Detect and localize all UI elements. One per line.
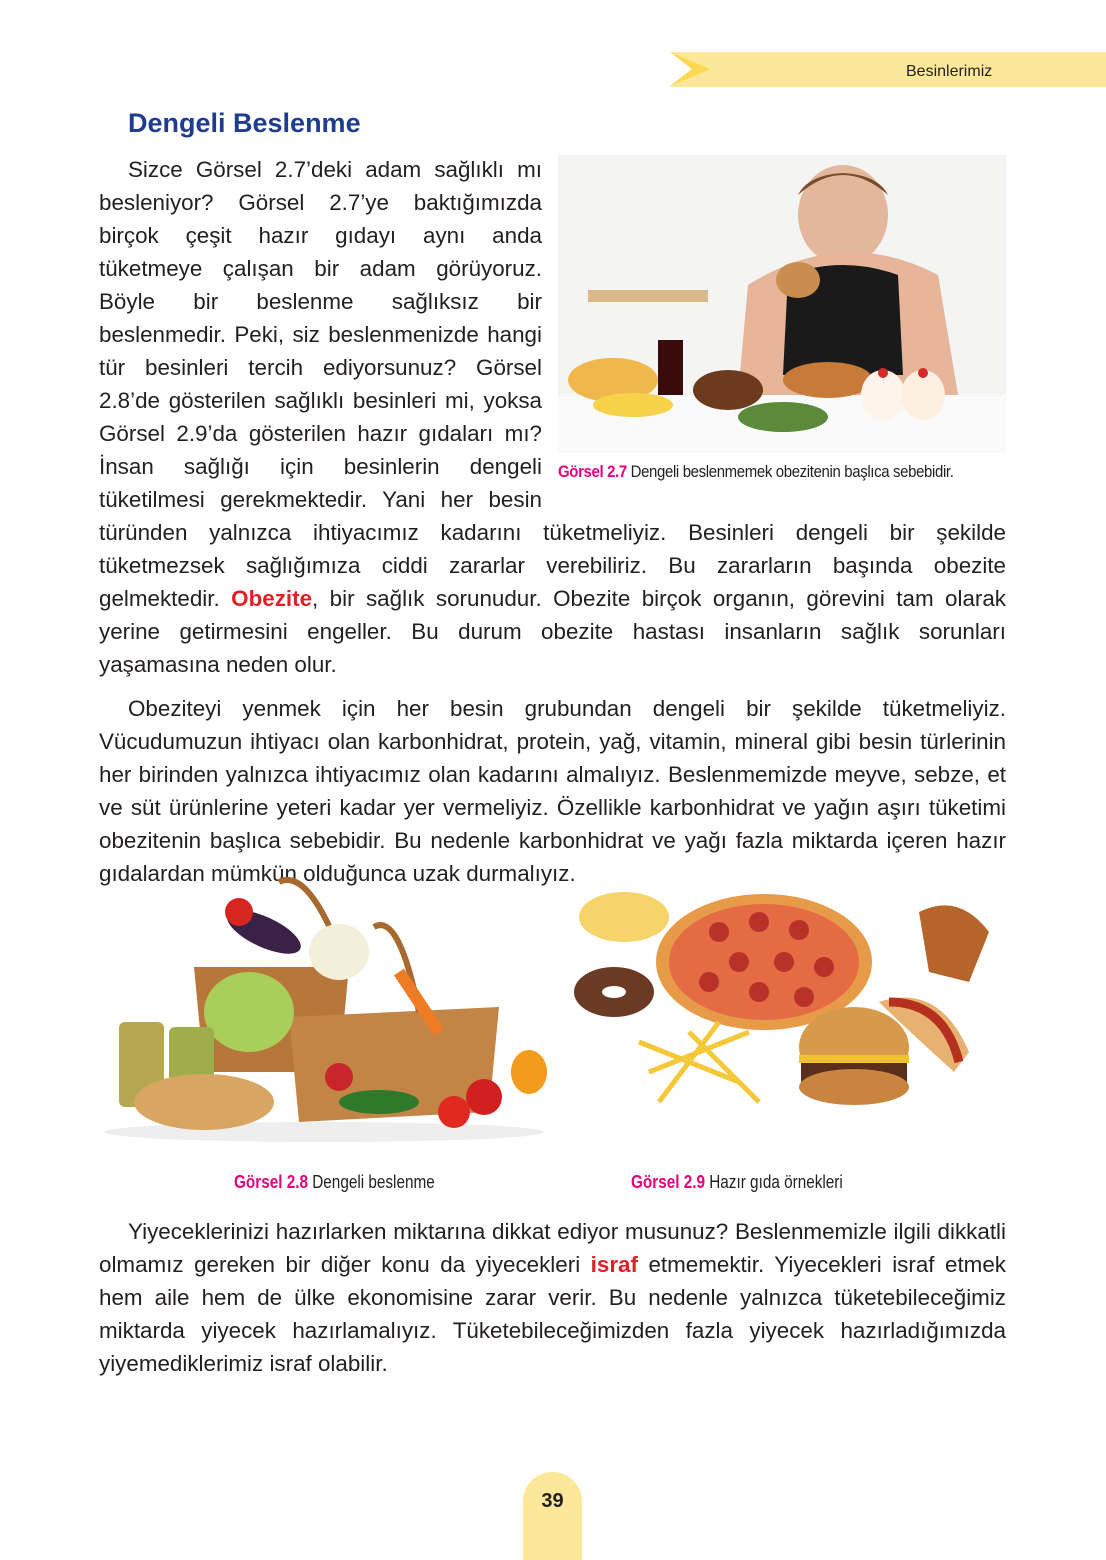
- paragraph-text: , bir sağlık sorunudur. Obezite birçok organın, görevini tam olarak yerine getirmesini engeller. Bu durum obezite hastası insanların sağlık sorunları yaşamasına neden olur.: [99, 586, 1006, 677]
- paragraph-2: Obeziteyi yenmek için her besin grubundan dengeli bir şekilde tüketmeliyiz. Vücudumuzun ihtiyacı olan karbonhidrat, protein, yağ, vitamin, mineral gibi besin türlerinin her birinden yalnızca ihtiyacımız olan kadarını almalıyız. Beslenmemizde meyve, sebze, et ve süt ürünlerine yeteri kadar yer vermeliyiz. Özellikle karbonhidrat ve yağın aşırı tüketimi obezitenin başlıca sebebidir. Bu nedenle karbonhidrat ve yağı fazla miktarda içeren hazır gıdalardan mümkün olduğunca uzak durmalıyız.: [99, 696, 1006, 886]
- paragraph-text: Sizce Görsel 2.7’deki adam sağlıklı mı besleniyor? Görsel 2.7’ye baktığımızda birçok çeşit hazır gıdayı aynı anda tüketmeye çalışan bir adam görüyoruz. Böyle bir beslenme sağlıksız bir beslenmedir. Peki, siz beslenmenizde hangi tür besinleri tercih ediyorsunuz? Görsel 2.8’de gösterilen sağlıklı besinleri mi, yoksa Görsel 2.9’da gösterilen hazır gıdaları mı? İnsan sağlığı için besinlerin dengeli tüketilmesi gerekmektedir. Yani her besin türünden yalnızca ihtiyacımız kadarını tüketmeliyiz. Besinleri dengeli bir şekilde tüketmezsek sağlığımıza ciddi zararlar verebiliriz. Bu zararların başında obezite gelmektedir.: [99, 157, 1006, 611]
- figure-2-7: [558, 155, 1006, 491]
- term-israf: israf: [590, 1252, 638, 1277]
- figure-2-8-caption: [234, 1172, 435, 1193]
- body-text-top: [99, 153, 1006, 890]
- photo-healthy-food-basket: [104, 880, 547, 1142]
- figure-label: Görsel 2.7: [558, 462, 627, 481]
- paragraph-text: Yiyeceklerinizi hazırlarken miktarına dikkat ediyor musunuz? Beslenmemizle ilgili dikkatli olmamız gereken bir diğer konu da yiyecekleri: [99, 1219, 1006, 1277]
- chevron-cutout: [670, 52, 692, 86]
- figure-caption: [558, 461, 952, 483]
- photo-fast-food: [574, 892, 989, 1105]
- page-title: Dengeli Beslenme: [128, 108, 361, 138]
- term-obezite: Obezite: [231, 586, 313, 611]
- figure-images-row: [99, 872, 1006, 1157]
- section-header-band: [670, 52, 1106, 87]
- paragraph-text: etmemektir. Yiyecekleri israf etmek hem aile hem de ülke ekonomisine zarar verir. Bu nedenle yalnızca tüketebileceğimiz miktarda yiyecek hazırlamalıyız. Tüketebileceğimizden fazla yiyecek hazırladığımızda yiyemediklerimiz israf olabilir.: [99, 1252, 1006, 1376]
- page-number: 39: [523, 1472, 582, 1560]
- section-title: Besinlerimiz: [906, 63, 993, 80]
- paragraph-3: [99, 1215, 1006, 1380]
- body-text-bottom: [99, 1215, 1006, 1380]
- figure-2-9-caption: [631, 1172, 843, 1193]
- caption-text: Dengeli beslenme: [312, 1172, 435, 1192]
- photo-man-eating-fast-food: [558, 155, 1006, 453]
- caption-text: Hazır gıda örnekleri: [709, 1172, 843, 1192]
- figure-label: Görsel 2.9: [631, 1172, 705, 1192]
- figure-label: Görsel 2.8: [234, 1172, 308, 1192]
- caption-text: Dengeli beslenmemek obezitenin başlıca sebebidir.: [630, 462, 954, 481]
